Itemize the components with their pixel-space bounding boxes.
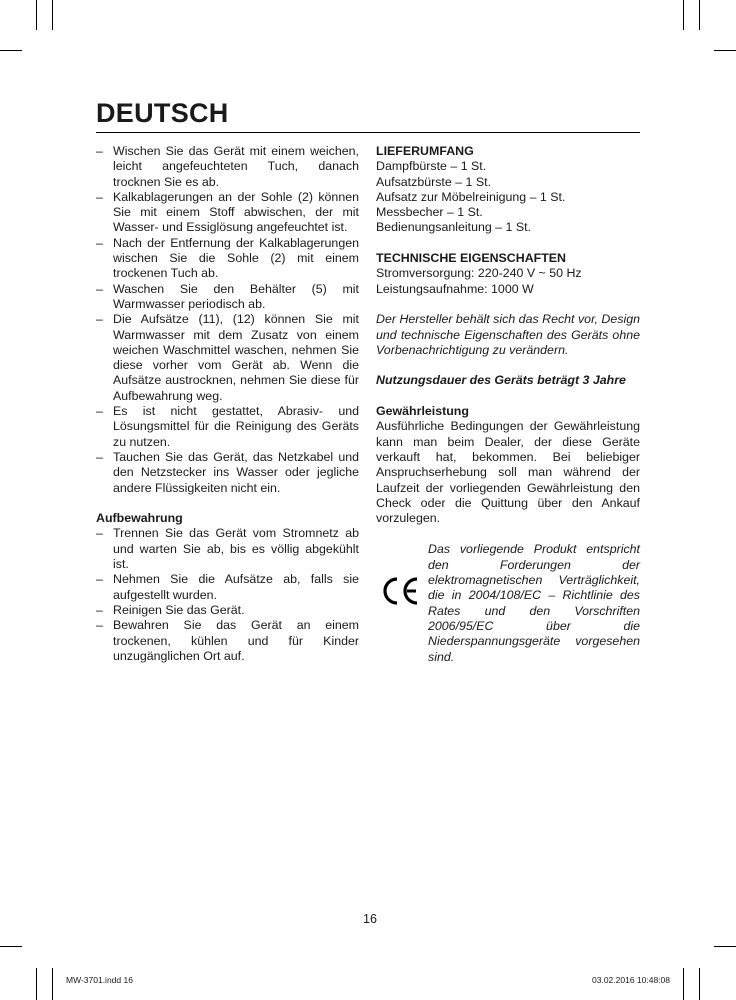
crop-mark — [683, 0, 684, 30]
crop-mark — [683, 968, 684, 1000]
spec-item: Leistungsaufnahme: 1000 W — [376, 281, 534, 296]
service-life: Nutzungsdauer des Geräts beträgt 3 Jahre — [376, 373, 626, 388]
warranty-heading: Gewährleistung — [376, 404, 469, 419]
spacer — [376, 389, 640, 404]
spacer — [376, 358, 640, 373]
footer-file: MW-3701.indd 16 — [66, 975, 133, 985]
crop-mark — [52, 0, 53, 30]
delivery-item: Dampfbürste – 1 St. — [376, 159, 487, 174]
spacer — [376, 236, 640, 251]
page-number: 16 — [363, 912, 377, 926]
delivery-item: Bedienungsanleitung – 1 St. — [376, 220, 532, 235]
delivery-heading: LIEFERUMFANG — [376, 144, 474, 158]
title-rule — [96, 132, 640, 133]
spacer — [96, 496, 359, 511]
list-item: – Nehmen Sie die Aufsätze ab, falls sie aufgestellt wurden. — [96, 572, 359, 603]
specs-heading: TECHNISCHE EIGENSCHAFTEN — [376, 251, 567, 266]
delivery-item: Aufsatz zur Möbelreinigung – 1 St. — [376, 189, 566, 204]
spacer — [376, 297, 640, 312]
crop-mark — [36, 0, 37, 30]
crop-mark — [0, 946, 22, 947]
crop-mark — [0, 50, 22, 51]
list-item: – Trennen Sie das Gerät vom Stromnetz ab und warten Sie ab, bis es völlig abgekühlt ist. — [96, 526, 359, 572]
crop-mark — [699, 0, 700, 30]
manufacturer-note: Der Hersteller behält sich das Recht vor, Design und technische Eigenschaften des Geräts ohne Vorbenachrichtigung zu verändern. — [376, 312, 640, 357]
footer-timestamp: 03.02.2016 10:48:08 — [592, 975, 670, 985]
list-item: – Kalkablagerungen an der Sohle (2) können Sie mit einem Stoff abwischen, der mit Wasser- und Essiglösung angefeuchtet ist. — [96, 190, 359, 236]
ce-mark-icon — [380, 576, 420, 606]
warranty-text: Ausführliche Bedingungen der Gewährleistung kann man beim Dealer, der diese Geräte verkauft hat, bekommen. Bei beliebiger Anspruchserhebung soll man während der Laufzeit der vorliegenden Gewährleistung den Check oder die Quittung über den Ankauf vorzulegen. — [376, 419, 640, 526]
crop-mark — [714, 946, 736, 947]
list-item: – Es ist nicht gestattet, Abrasiv- und Lösungsmittel für die Reinigung des Geräts zu nutzen. — [96, 404, 359, 450]
crop-mark — [36, 968, 37, 1000]
section-title: DEUTSCH — [96, 98, 229, 128]
list-item: – Die Aufsätze (11), (12) können Sie mit Warmwasser mit dem Zusatz von einem weichen Waschmittel waschen, nehmen Sie diese vorher vom Gerät ab. Wenn die Aufsätze austrocknen, nehmen Sie diese für Aufbewahrung weg. — [96, 312, 359, 404]
list-item: – Tauchen Sie das Gerät, das Netzkabel und den Netzstecker ins Wasser oder jegliche andere Flüssigkeiten nicht ein. — [96, 450, 359, 496]
list-item: – Reinigen Sie das Gerät. — [96, 603, 359, 618]
ce-conformity-text: Das vorliegende Produkt entspricht den Forderungen der elektromagnetischen Verträglichkeit, die in 2004/108/EC – Richtlinie des Rates und den Vorschriften 2006/95/EC über die Niederspannungsgeräte vorgesehen sind. — [428, 542, 640, 664]
crop-mark — [699, 968, 700, 1000]
ce-block — [376, 542, 640, 664]
spec-item: Stromversorgung: 220-240 V ~ 50 Hz — [376, 266, 582, 281]
delivery-item: Aufsatzbürste – 1 St. — [376, 174, 492, 189]
list-item: – Nach der Entfernung der Kalkablagerungen wischen Sie die Sohle (2) mit einem trockenen Tuch ab. — [96, 236, 359, 282]
crop-mark — [52, 968, 53, 1000]
storage-list — [96, 526, 359, 664]
delivery-item: Messbecher – 1 St. — [376, 205, 483, 220]
list-item: – Wischen Sie das Gerät mit einem weichen, leicht angefeuchteten Tuch, danach trocknen Sie es ab. — [96, 144, 359, 190]
list-item: – Waschen Sie den Behälter (5) mit Warmwasser periodisch ab. — [96, 282, 359, 313]
crop-mark — [714, 50, 736, 51]
left-column — [96, 144, 359, 664]
cleaning-list — [96, 144, 359, 496]
list-item: – Bewahren Sie das Gerät an einem trockenen, kühlen und für Kinder unzugänglichen Ort auf. — [96, 618, 359, 664]
storage-heading: Aufbewahrung — [96, 511, 183, 526]
right-column — [376, 144, 640, 664]
